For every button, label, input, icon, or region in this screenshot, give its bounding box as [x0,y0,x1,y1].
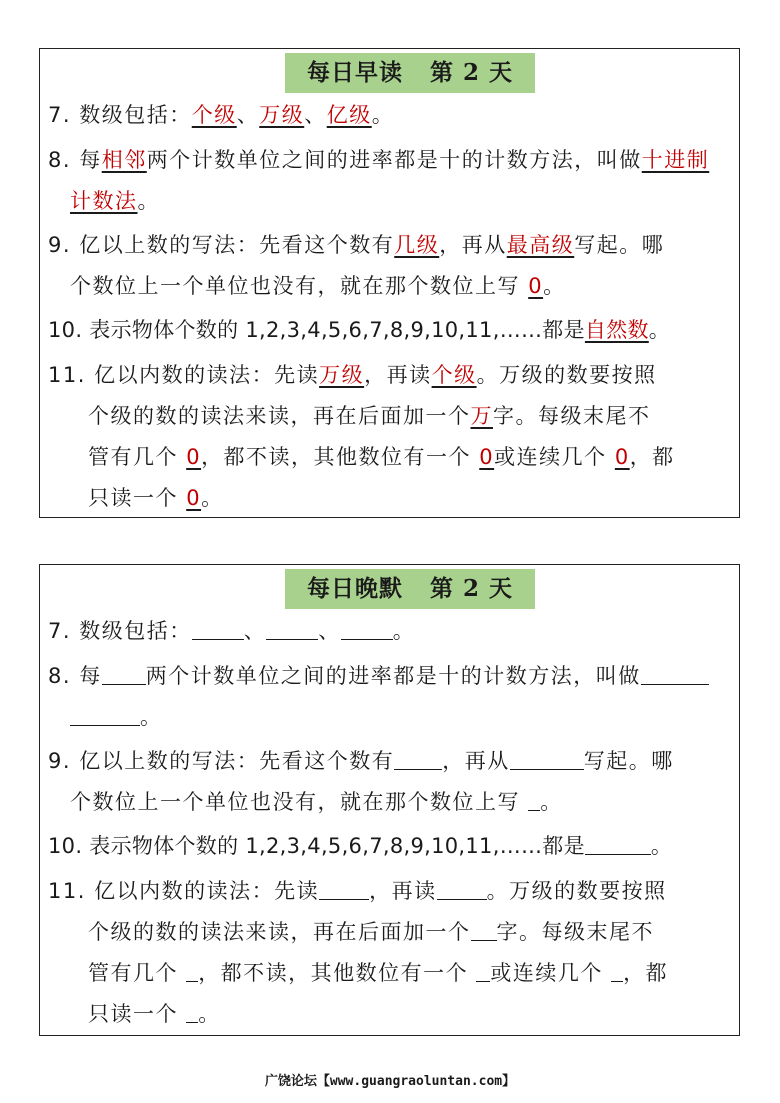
answer-blank[interactable] [528,790,540,811]
answer: 相邻 [101,148,147,172]
question-number: 7. [48,619,72,643]
period: 。 [648,318,671,342]
answer: 万级 [259,103,305,127]
question-number: 11. [48,363,86,387]
question-text: 写起。哪 [574,233,665,257]
period: 。 [371,103,395,127]
question-text: 亿以内数的读法：先读 [94,879,320,903]
question-text: ，再从 [439,233,507,257]
evening-q10 [48,830,672,860]
answer-blank[interactable] [102,664,146,685]
question-text: 写起。哪 [583,749,674,773]
answer-blank[interactable] [394,749,442,770]
answer: 自然数 [584,318,649,342]
answer-blank[interactable] [186,961,198,982]
question-text: 数级包括： [79,619,192,643]
answer-blank[interactable] [585,834,651,855]
answer: 计数法 [70,189,138,213]
question-number: 10. [48,834,83,858]
question-number: 8. [48,664,72,688]
morning-title: 每日早读 第 2 天 [285,53,535,93]
answer: 万 [470,404,493,428]
period: 。 [540,790,563,814]
question-text: 表示物体个数的 1,2,3,4,5,6,7,8,9,10,11,……都是 [89,834,585,858]
answer: 最高级 [506,233,575,257]
morning-q11-line3 [88,441,675,471]
period: 。 [392,619,416,643]
question-text: ，再读 [369,879,437,903]
evening-q9 [48,745,674,775]
question-text: 只读一个 [88,486,187,510]
question-text: ，都不读，其他数位有一个 [198,961,477,985]
morning-q9-line2 [70,270,566,300]
evening-q8-line2 [70,701,163,731]
answer-blank[interactable] [186,1002,198,1023]
question-text: 个级的数的读法来读，再在后面加一个 [88,404,471,428]
question-number: 9. [48,233,72,257]
answer-blank[interactable] [476,961,490,982]
question-text: 个数位上一个单位也没有，就在那个数位上写 [70,790,529,814]
question-text: 亿以上数的写法：先看这个数有 [79,749,395,773]
morning-q8 [48,144,709,174]
separator: 、 [243,619,267,643]
answer-blank[interactable] [437,879,487,900]
question-text: 字。每级末尾不 [496,920,654,944]
period: 。 [543,274,566,298]
question-text: 管有几个 [88,445,187,469]
evening-q11-line4 [88,998,221,1028]
answer-blank[interactable] [510,749,584,770]
question-text: 个级的数的读法来读，再在后面加一个 [88,920,471,944]
question-number: 10. [48,318,83,342]
evening-q7 [48,615,415,645]
morning-q11-line2 [88,400,651,430]
footer-source: 广饶论坛【www.guangraoluntan.com】 [264,1074,516,1089]
answer-blank[interactable] [319,879,369,900]
question-text: 个数位上一个单位也没有，就在那个数位上写 [70,274,529,298]
answer-blank[interactable] [70,705,140,726]
question-text: ，都 [623,961,669,985]
answer: 个级 [191,103,237,127]
answer: 0 [528,274,544,298]
evening-q11 [48,875,667,905]
answer: 0 [186,445,202,469]
question-number: 7. [48,103,72,127]
evening-q11-line3 [88,957,668,987]
morning-q11-line4 [88,482,224,512]
answer: 十进制 [641,148,710,172]
question-text: 两个计数单位之间的进率都是十的计数方法，叫做 [146,148,642,172]
morning-reading-box [39,48,740,518]
answer-blank[interactable] [341,619,393,640]
evening-title: 每日晚默 第 2 天 [285,569,535,609]
period: 。 [198,1002,221,1026]
answer: 0 [186,486,202,510]
question-text: ，再从 [442,749,510,773]
evening-dictation-box [39,564,740,1036]
question-text: 字。每级末尾不 [493,404,651,428]
answer: 亿级 [326,103,372,127]
morning-q7 [48,99,394,129]
morning-q9 [48,229,664,259]
answer-blank[interactable] [611,961,623,982]
question-text: 。万级的数要按照 [486,879,667,903]
evening-q11-line2 [88,916,654,946]
question-text: ，再读 [364,363,432,387]
question-text: 表示物体个数的 1,2,3,4,5,6,7,8,9,10,11,……都是 [89,318,585,342]
question-text: 只读一个 [88,1002,187,1026]
question-text: 。万级的数要按照 [476,363,657,387]
answer-blank[interactable] [266,619,318,640]
separator: 、 [318,619,341,643]
period: 。 [137,189,160,213]
question-text: ，都不读，其他数位有一个 [201,445,480,469]
question-number: 11. [48,879,86,903]
answer-blank[interactable] [641,664,709,685]
answer: 0 [614,445,630,469]
morning-q8-line2 [70,185,160,215]
question-text: 亿以上数的写法：先看这个数有 [79,233,395,257]
question-text: 每 [79,148,102,172]
question-text: 或连续几个 [494,445,615,469]
question-number: 8. [48,148,72,172]
evening-q8 [48,660,709,690]
answer: 个级 [431,363,477,387]
question-text: 或连续几个 [490,961,612,985]
answer: 0 [479,445,495,469]
question-text: ，都 [629,445,675,469]
separator: 、 [236,103,260,127]
period: 。 [201,486,224,510]
question-text: 亿以内数的读法：先读 [94,363,320,387]
separator: 、 [304,103,327,127]
question-text: 两个计数单位之间的进率都是十的计数方法，叫做 [145,664,641,688]
morning-q11 [48,359,657,389]
evening-q9-line2 [70,786,563,816]
period: 。 [650,834,673,858]
period: 。 [140,705,163,729]
morning-q10 [48,314,670,344]
answer: 几级 [394,233,440,257]
answer-blank[interactable] [192,619,244,640]
question-text: 数级包括： [79,103,192,127]
question-text: 每 [79,664,102,688]
question-text: 管有几个 [88,961,187,985]
answer: 万级 [319,363,365,387]
answer-blank[interactable] [471,920,497,941]
question-number: 9. [48,749,72,773]
